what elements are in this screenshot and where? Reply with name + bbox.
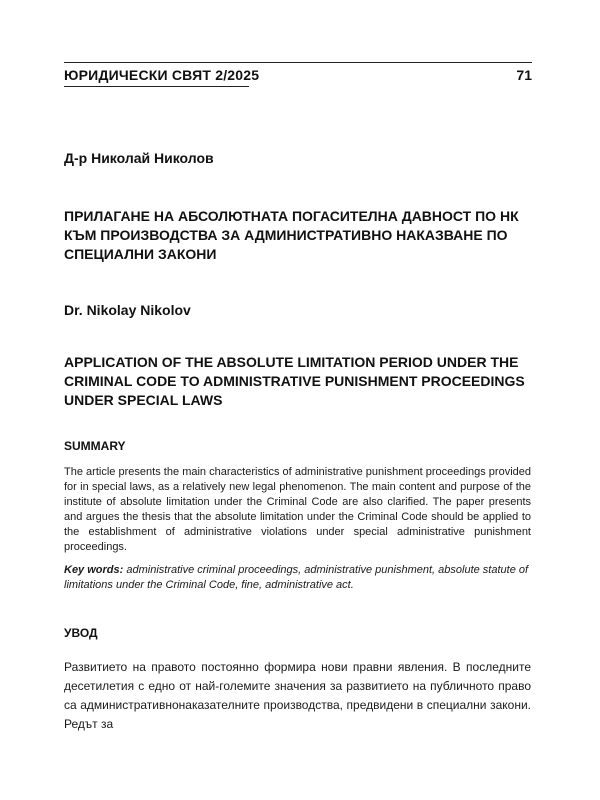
intro-text: Развитието на правото постоянно формира нови правни явления. В последните десетилетия с едно от най-големите значения за развитието на публичното право са административнонаказателните производства, предвидени в специални закони. Редът за	[64, 660, 531, 731]
header-rule-bottom	[64, 86, 249, 87]
title-bg: ПРИЛАГАНЕ НА АБСОЛЮТНАТА ПОГАСИТЕЛНА ДАВНОСТ ПО НК КЪМ ПРОИЗВОДСТВА ЗА АДМИНИСТРАТИВНО НАКАЗВАНЕ ПО СПЕЦИАЛНИ ЗАКОНИ	[64, 208, 519, 262]
header-rule-top	[64, 62, 532, 63]
page-number: 71	[516, 67, 532, 83]
summary-heading: SUMMARY	[64, 439, 126, 453]
keywords-label: Key words:	[64, 564, 124, 576]
author-en: Dr. Nikolay Nikolov	[64, 302, 191, 318]
title-en: APPLICATION OF THE ABSOLUTE LIMITATION PERIOD UNDER THE CRIMINAL CODE TO ADMINISTRATIVE PUNISHMENT PROCEEDINGS UNDER SPECIAL LAWS	[64, 354, 525, 408]
keywords-text: administrative criminal proceedings, administrative punishment, absolute statute of limitations under the Criminal Code, fine, administrative act.	[64, 564, 529, 591]
journal-title: ЮРИДИЧЕСКИ СВЯТ 2/2025	[64, 67, 260, 83]
summary-text: The article presents the main characteristics of administrative punishment proceedings provided for in special laws, as a relatively new legal phenomenon. The main content and purpose of the institute of absolute limitation under the Criminal Code are also clarified. The paper presents and argues the thesis that the absolute limitation under the Criminal Code should be applied to the establishment of administrative violations under special administrative punishment proceedings.	[64, 466, 531, 553]
running-header	[64, 62, 532, 88]
intro-heading: УВОД	[64, 626, 98, 640]
keywords	[64, 563, 531, 593]
author-bg: Д-р Николай Николов	[64, 150, 214, 166]
